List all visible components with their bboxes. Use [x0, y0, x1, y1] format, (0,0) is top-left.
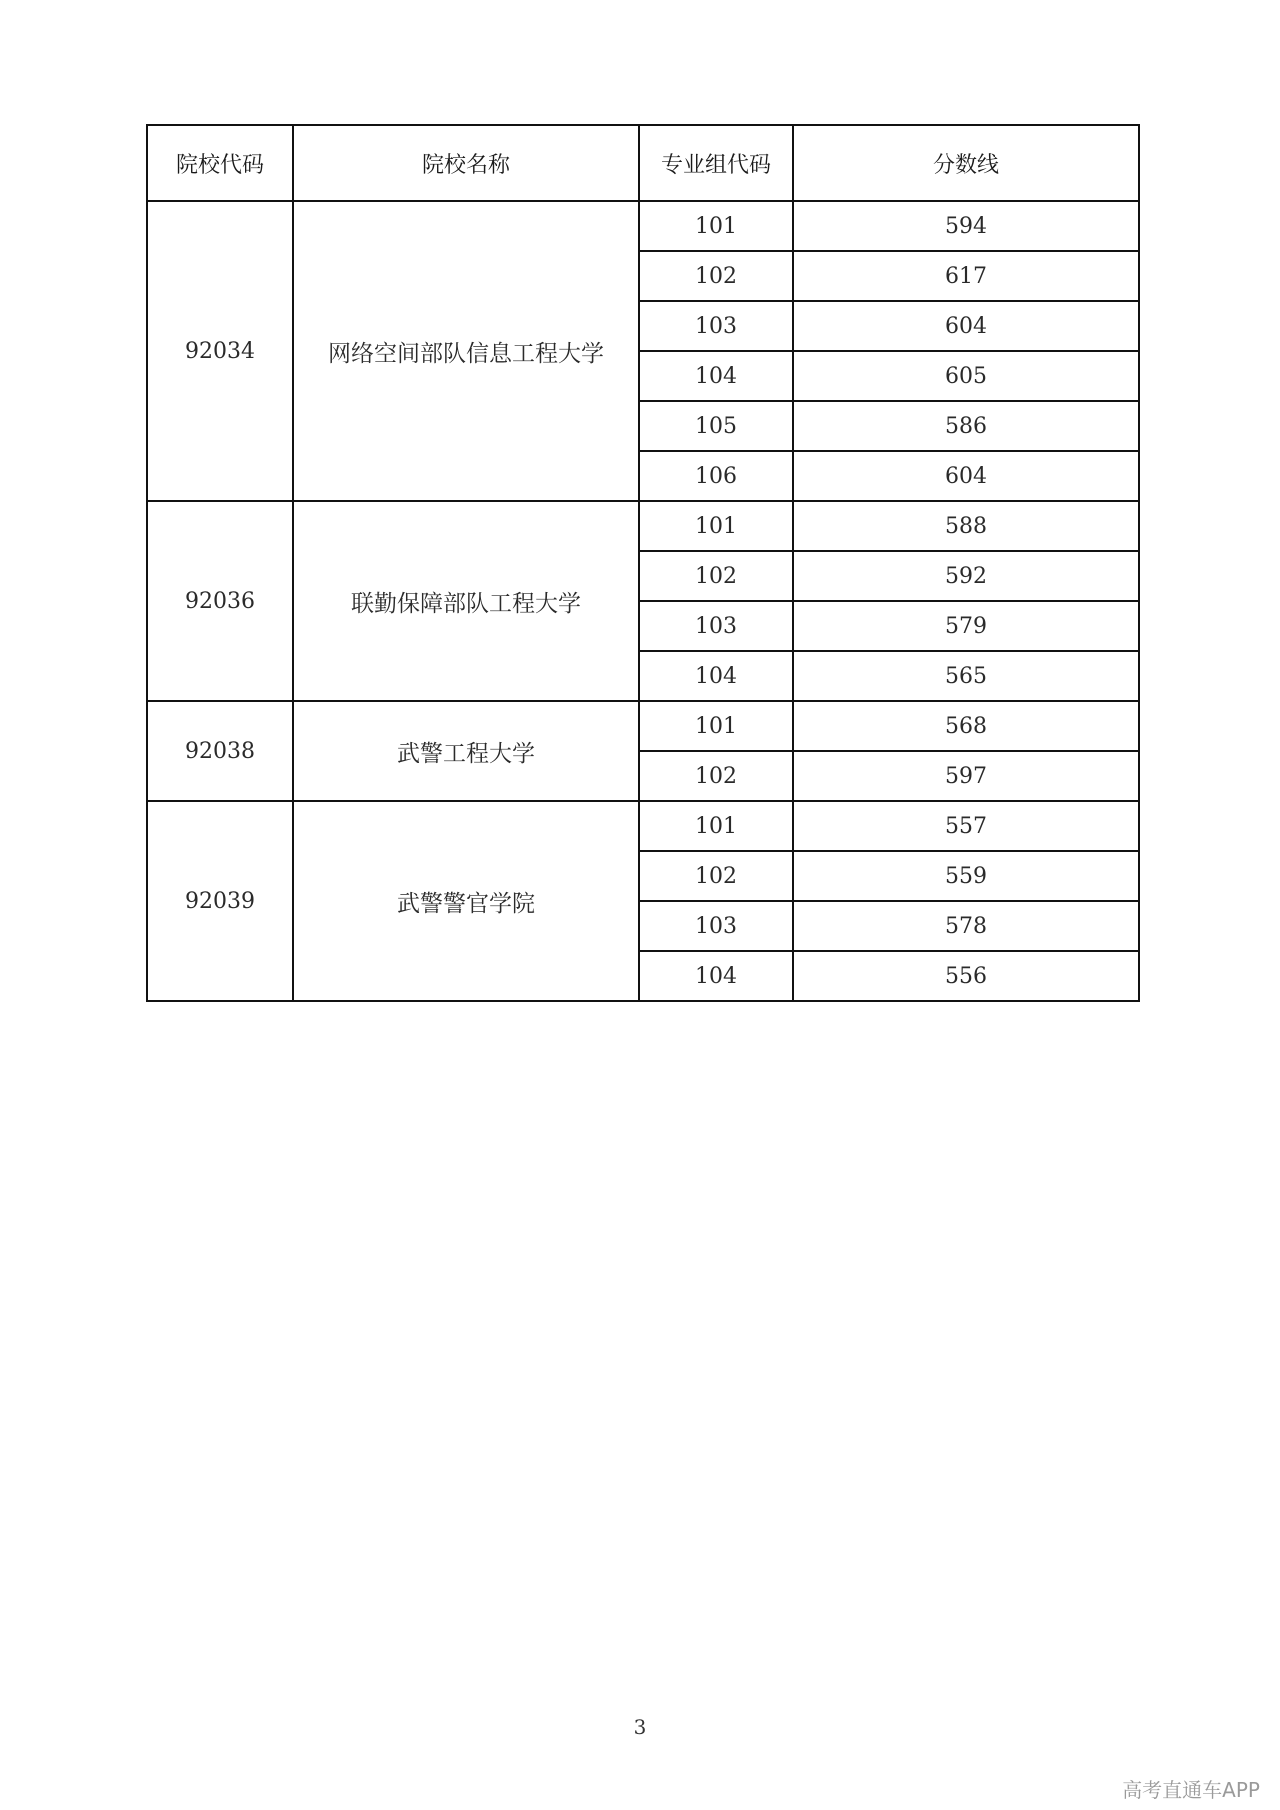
school-code-cell: 92038 — [147, 701, 293, 801]
group-code-cell: 104 — [639, 951, 793, 1001]
group-code-cell: 103 — [639, 901, 793, 951]
score-cell: 592 — [793, 551, 1139, 601]
group-code-cell: 103 — [639, 301, 793, 351]
score-cell: 604 — [793, 301, 1139, 351]
score-cell: 617 — [793, 251, 1139, 301]
school-code-cell: 92034 — [147, 201, 293, 501]
header-school-name: 院校名称 — [293, 125, 639, 201]
score-cell: 579 — [793, 601, 1139, 651]
school-code-cell: 92039 — [147, 801, 293, 1001]
group-code-cell: 106 — [639, 451, 793, 501]
score-cell: 604 — [793, 451, 1139, 501]
score-cell: 588 — [793, 501, 1139, 551]
group-code-cell: 101 — [639, 501, 793, 551]
score-cell: 557 — [793, 801, 1139, 851]
score-cell: 578 — [793, 901, 1139, 951]
page-number: 3 — [633, 1715, 647, 1739]
school-name-cell: 联勤保障部队工程大学 — [293, 501, 639, 701]
header-score-line: 分数线 — [793, 125, 1139, 201]
score-cell: 597 — [793, 751, 1139, 801]
group-code-cell: 102 — [639, 251, 793, 301]
group-code-cell: 101 — [639, 201, 793, 251]
score-cell: 568 — [793, 701, 1139, 751]
score-cell: 565 — [793, 651, 1139, 701]
score-cell: 586 — [793, 401, 1139, 451]
school-name-cell: 网络空间部队信息工程大学 — [293, 201, 639, 501]
header-row — [147, 125, 1139, 201]
school-code-cell: 92036 — [147, 501, 293, 701]
group-code-cell: 103 — [639, 601, 793, 651]
group-code-cell: 102 — [639, 551, 793, 601]
school-name-cell: 武警警官学院 — [293, 801, 639, 1001]
table-row — [147, 801, 1139, 851]
table-row — [147, 701, 1139, 751]
watermark: 高考直通车APP — [1122, 1778, 1260, 1802]
group-code-cell: 101 — [639, 701, 793, 751]
header-group-code: 专业组代码 — [639, 125, 793, 201]
score-cell: 594 — [793, 201, 1139, 251]
group-code-cell: 104 — [639, 351, 793, 401]
header-school-code: 院校代码 — [147, 125, 293, 201]
table-row — [147, 201, 1139, 251]
group-code-cell: 105 — [639, 401, 793, 451]
table-row — [147, 501, 1139, 551]
school-name-cell: 武警工程大学 — [293, 701, 639, 801]
group-code-cell: 101 — [639, 801, 793, 851]
table-body — [147, 201, 1139, 1001]
group-code-cell: 102 — [639, 751, 793, 801]
score-cell: 605 — [793, 351, 1139, 401]
score-table — [146, 124, 1140, 1002]
score-cell: 559 — [793, 851, 1139, 901]
group-code-cell: 102 — [639, 851, 793, 901]
score-cell: 556 — [793, 951, 1139, 1001]
group-code-cell: 104 — [639, 651, 793, 701]
